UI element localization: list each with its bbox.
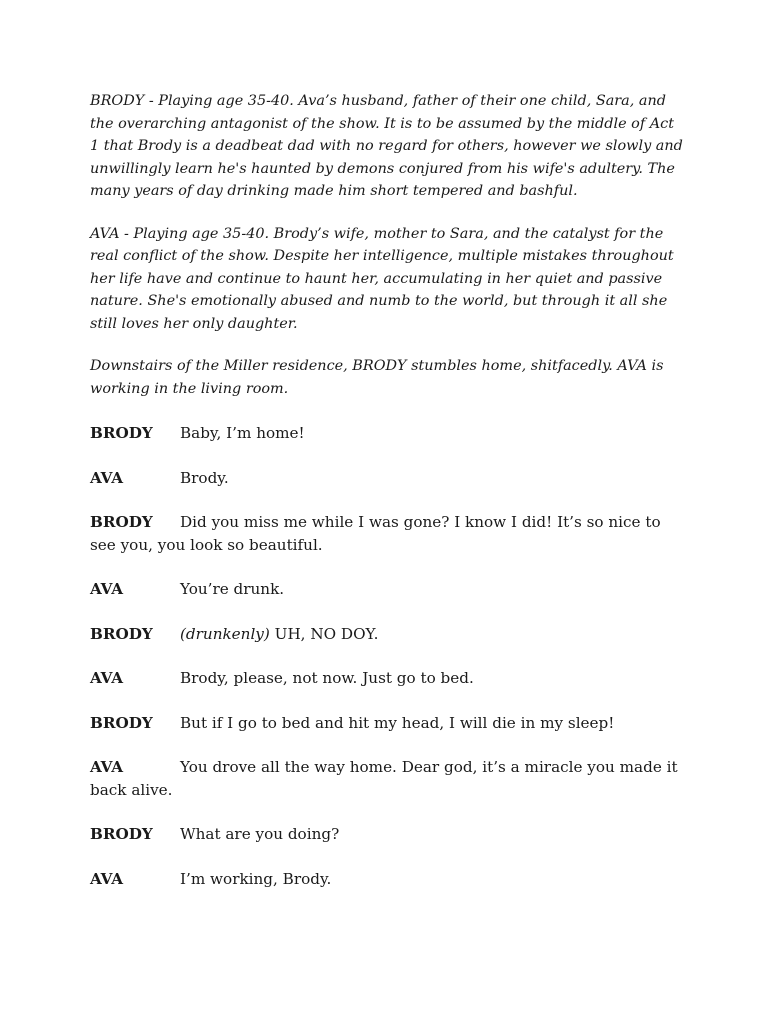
speaker-name: AVA — [90, 468, 124, 487]
speaker-name: BRODY — [90, 825, 153, 843]
dialogue-line — [90, 756, 686, 801]
dialogue-text: I’m working, Brody. — [180, 869, 332, 888]
dialogue-text: Baby, I’m home! — [180, 424, 305, 442]
dialogue-line — [90, 511, 686, 556]
speaker-name: BRODY — [90, 424, 153, 442]
dialogue-text: UH, NO DOY. — [274, 624, 379, 643]
dialogue-text: But if I go to bed and hit my head, I will die in my sleep! — [180, 713, 615, 732]
character-description-brody: BRODY - Playing age 35-40. Ava’s husband, father of their one child, Sara, and the overarching antagonist of the show. It is to be assumed by the middle of Act 1 that Brody is a deadbeat dad with no regard for others, however we slowly and unwillingly learn he's haunted by demons conjured from his wife's adultery. The many years of day drinking made him short tempered and bashful. — [90, 93, 683, 199]
dialogue-text: Brody, please, not now. Just go to bed. — [180, 669, 474, 687]
dialogue-line — [90, 823, 686, 846]
parenthetical: (drunkenly) — [180, 624, 270, 643]
dialogue-text: Did you miss me while I was gone? I know I did! It’s so nice to see you, you look so beautiful. — [90, 513, 661, 554]
speaker-name: BRODY — [90, 513, 153, 531]
character-description-ava: AVA - Playing age 35-40. Brody’s wife, mother to Sara, and the catalyst for the real conflict of the show. Despite her intelligence, multiple mistakes throughout her life have and continue to haunt her, accumulating in her quiet and passive nature. She's emotionally abused and numb to the world, but through it all she still loves her only daughter. — [90, 225, 674, 332]
dialogue-text: What are you doing? — [180, 825, 340, 843]
script-page — [90, 90, 686, 912]
speaker-name: AVA — [90, 869, 124, 888]
dialogue-text: Brody. — [180, 468, 229, 487]
speaker-name: AVA — [90, 580, 124, 598]
speaker-name: BRODY — [90, 624, 153, 643]
dialogue-line — [90, 868, 686, 891]
dialogue-line — [90, 422, 686, 445]
speaker-name: BRODY — [90, 713, 153, 732]
speaker-name: AVA — [90, 758, 124, 776]
dialogue-text: You drove all the way home. Dear god, it’s a miracle you made it back alive. — [90, 758, 678, 799]
speaker-name: AVA — [90, 669, 124, 687]
dialogue-line — [90, 712, 686, 735]
dialogue-text: You’re drunk. — [180, 580, 285, 598]
dialogue-line — [90, 623, 686, 646]
dialogue-line — [90, 467, 686, 490]
scene-setting: Downstairs of the Miller residence, BRODY stumbles home, shitfacedly. AVA is working in the living room. — [90, 358, 664, 397]
dialogue-line — [90, 578, 686, 601]
dialogue-line — [90, 667, 686, 690]
